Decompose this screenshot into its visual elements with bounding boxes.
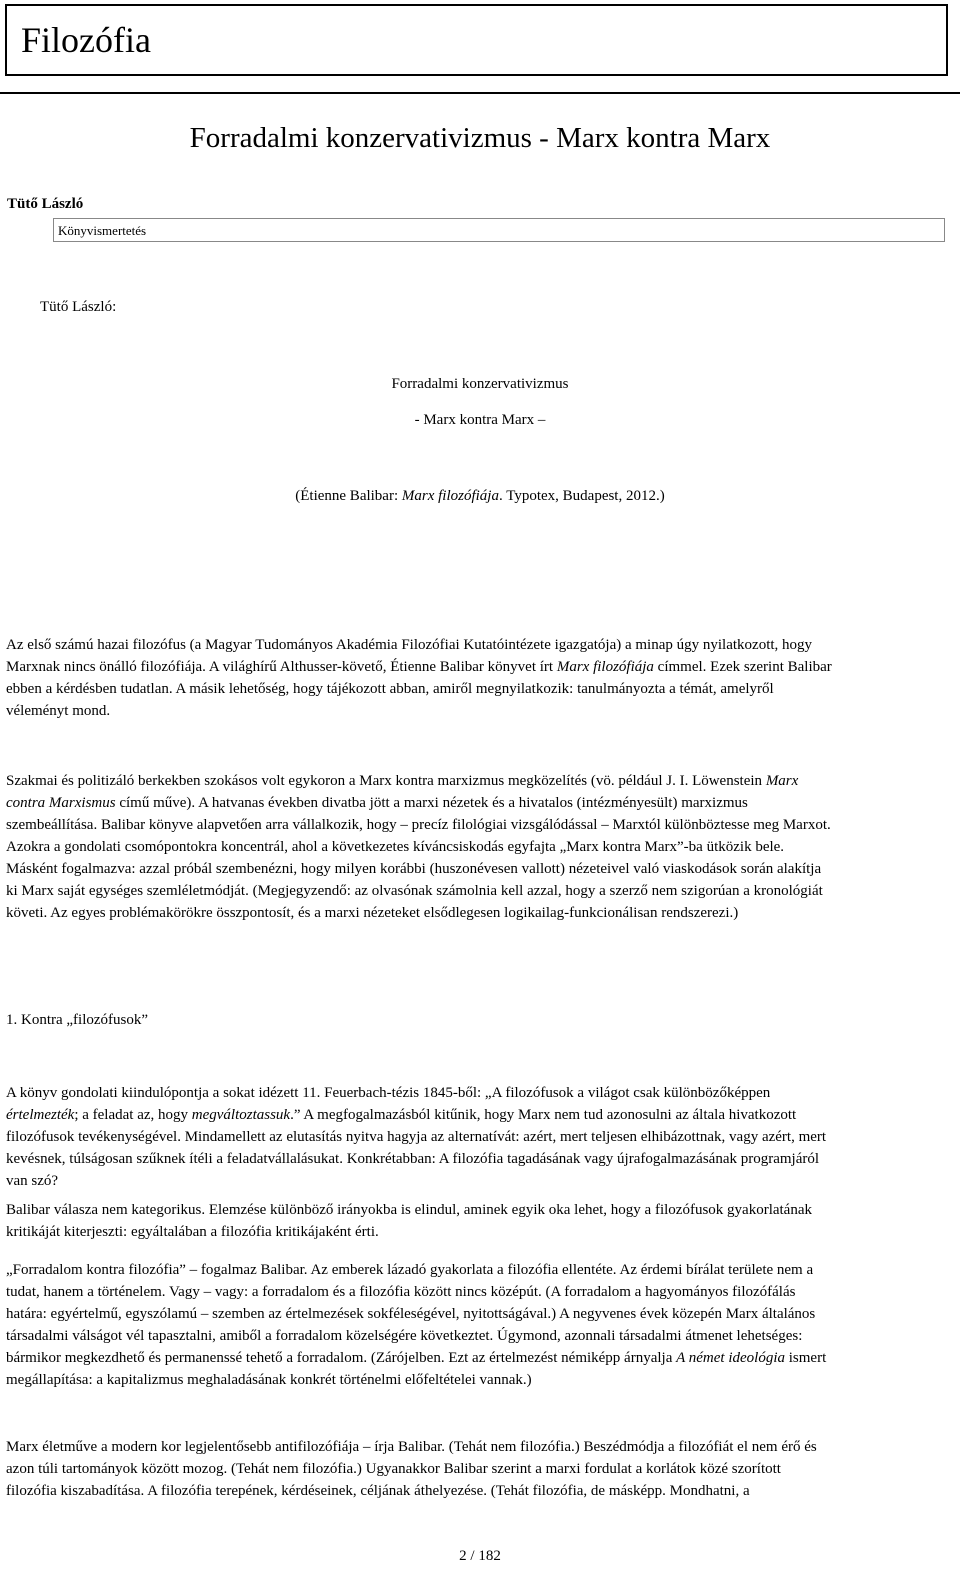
italic-text: Marx — [765, 773, 799, 789]
text-segment: című műve). A hatvanas években divatba jött a marxi nézetek és a hivatalos (intézményesült) marxizmus — [115, 795, 748, 811]
paragraph-4 — [6, 1199, 946, 1243]
header-divider — [0, 92, 960, 94]
text-segment: .” A megfogalmazásból kitűnik, hogy Marx nem tud azonosulni az általa hivatkozott — [290, 1107, 797, 1123]
text-line: Marx életműve a modern kor legjelentősebb antifilozófiája – írja Balibar. (Tehát nem filozófia.) Beszédmódja a filozófiát el nem érő és — [6, 1439, 817, 1455]
text-line: követi. Az egyes problémakörökre összpontosít, és a marxi nézeteket elsődlegesen logikailag-funkcionálisan rendszerezi.) — [6, 905, 739, 921]
article-author: Tütő László — [7, 196, 84, 212]
text-line: Másként fogalmazva: azzal próbál szembenézni, hogy milyen korábbi (huszonévesen vallott) nézeteivel való viaskodások során alakítja — [6, 861, 822, 877]
text-segment: címmel. Ezek szerint Balibar — [653, 659, 832, 675]
text-segment: ; a feladat az, hogy — [74, 1107, 192, 1123]
text-line: ebben a kérdésben tudatlan. A másik lehetőség, hogy tájékozott abban, amiről megnyilatkozik: tanulmányozta a témát, amelyről — [6, 681, 774, 697]
site-title: Filozófia — [21, 20, 151, 60]
text-line: kritikáját kiterjeszti: egyáltalában a filozófia kritikájaként érti. — [6, 1224, 379, 1240]
book-title: Forradalmi konzervativizmus — [391, 376, 569, 392]
text-line: ki Marx saját egységes szemléletmódját. (Megjegyzendő: az olvasónak számolnia kell azzal, hogy a szerző nem szigorúan a kronológiát — [6, 883, 823, 899]
text-line: társadalmi válságot vél tapasztalni, amiből a forradalom közelségére következtet. Úgymond, azonnali társadalmi átmenet lehetséges: — [6, 1328, 803, 1344]
text-line: Balibar válasza nem kategorikus. Elemzése különböző irányokba is elindul, aminek egyik oka lehet, hogy a filozófusok gyakorlatának — [6, 1202, 813, 1218]
text-line: kevésnek, túlságosan szűknek ítéli a feladatvállalásukat. Konkrétabban: A filozófia tagadásának vagy újrafogalmazásának programjáról — [6, 1151, 820, 1167]
text-line: határa: egyértelmű, egyszólamú – szemben az értelmezések sokféleségével, nyitottságával.) A negyvenes évek közepén Marx általános — [6, 1306, 816, 1322]
text-line: azon túli tartományok között mozog. (Tehát nem filozófia.) Ugyanakkor Balibar szerint a marxi fordulat a korlátok közé szorított — [6, 1461, 781, 1477]
page-number: 2 / 182 — [459, 1548, 501, 1564]
text-line: megállapítása: a kapitalizmus meghaladásának konkrét történelmi előfeltételei vannak.) — [6, 1372, 532, 1388]
text-line: A könyv gondolati kiindulópontja a sokat idézett 11. Feuerbach-tézis 1845-ből: „A filozófusok a világot csak különbözőképpen — [6, 1085, 771, 1101]
article-title: Forradalmi konzervativizmus - Marx kontra Marx — [189, 122, 771, 154]
paragraph-1 — [6, 634, 946, 722]
citation-book: Marx filozófiája — [401, 488, 499, 504]
category-label: Könyvismertetés — [53, 218, 945, 242]
paragraph-2 — [6, 770, 946, 924]
text-segment: Marxnak nincs önálló filozófiája. A világhírű Althusser-követő, Étienne Balibar könyvet írt — [6, 659, 557, 675]
text-line: filozófia kiszabadítása. A filozófia terepének, kérdéseinek, céljának áthelyezése. (Tehát filozófia, de másképp. Mondhatni, a — [6, 1483, 750, 1499]
text-line: filozófusok tevékenységével. Mindamellett az elutasítás nyitva hagyja az alternatívát: azért, mert teljesen elhibázottnak, vagy azért, mert — [6, 1129, 827, 1145]
italic-text: contra Marxismus — [6, 795, 116, 811]
text-line: van szó? — [6, 1173, 59, 1189]
paragraph-3 — [6, 1082, 946, 1192]
byline: Tütő László: — [40, 299, 117, 315]
italic-text: megváltoztassuk — [191, 1107, 291, 1123]
book-citation — [0, 487, 960, 506]
text-line: Az első számú hazai filozófus (a Magyar Tudományos Akadémia Filozófiai Kutatóintézete igazgatója) a minap úgy nyilatkozott, hogy — [6, 637, 813, 653]
text-line: Azokra a gondolati csomópontokra koncentrál, ahol a következetes kíváncsiskodás egyfajta „Marx kontra Marx”-ba ütközik bele. — [6, 839, 785, 855]
text-line — [6, 792, 946, 814]
book-subtitle: - Marx kontra Marx – — [414, 412, 546, 428]
text-line — [6, 1104, 946, 1126]
section-heading: 1. Kontra „filozófusok” — [6, 1012, 149, 1028]
italic-text: értelmezték — [6, 1107, 75, 1123]
text-segment: Szakmai és politizáló berkekben szokásos volt egykoron a Marx kontra marxizmus megközelítés (vö. például J. I. Löwenstein — [6, 773, 766, 789]
text-line: „Forradalom kontra filozófia” – fogalmaz Balibar. Az emberek lázadó gyakorlata a filozófia ellentéte. Az érdemi bírálat területe nem a — [6, 1262, 814, 1278]
citation-post: . Typotex, Budapest, 2012.) — [498, 488, 665, 504]
paragraph-6 — [6, 1436, 946, 1502]
text-segment: bármikor megkezdhető és permanenssé tehető a forradalom. (Zárójelben. Ezt az értelmezést némiképp árnyalja — [6, 1350, 677, 1366]
text-line: véleményt mond. — [6, 703, 111, 719]
paragraph-5 — [6, 1259, 946, 1391]
text-line: szembeállítása. Balibar könyve alapvetően arra vállalkozik, hogy – precíz filológiai vizsgálódással – Marxtól különböztesse meg Marxot. — [6, 817, 831, 833]
text-line — [6, 1347, 946, 1369]
site-header — [5, 4, 948, 76]
italic-text: A német ideológia — [676, 1350, 785, 1366]
text-line — [6, 656, 946, 678]
text-segment: ismert — [785, 1350, 827, 1366]
citation-pre: (Étienne Balibar: — [295, 488, 402, 504]
italic-text: Marx filozófiája — [556, 659, 654, 675]
text-line: tudat, hanem a történelem. Vagy – vagy: a forradalom és a filozófia között nincs középút. (A forradalom a hagyományos filozófálás — [6, 1284, 796, 1300]
text-line — [6, 770, 946, 792]
